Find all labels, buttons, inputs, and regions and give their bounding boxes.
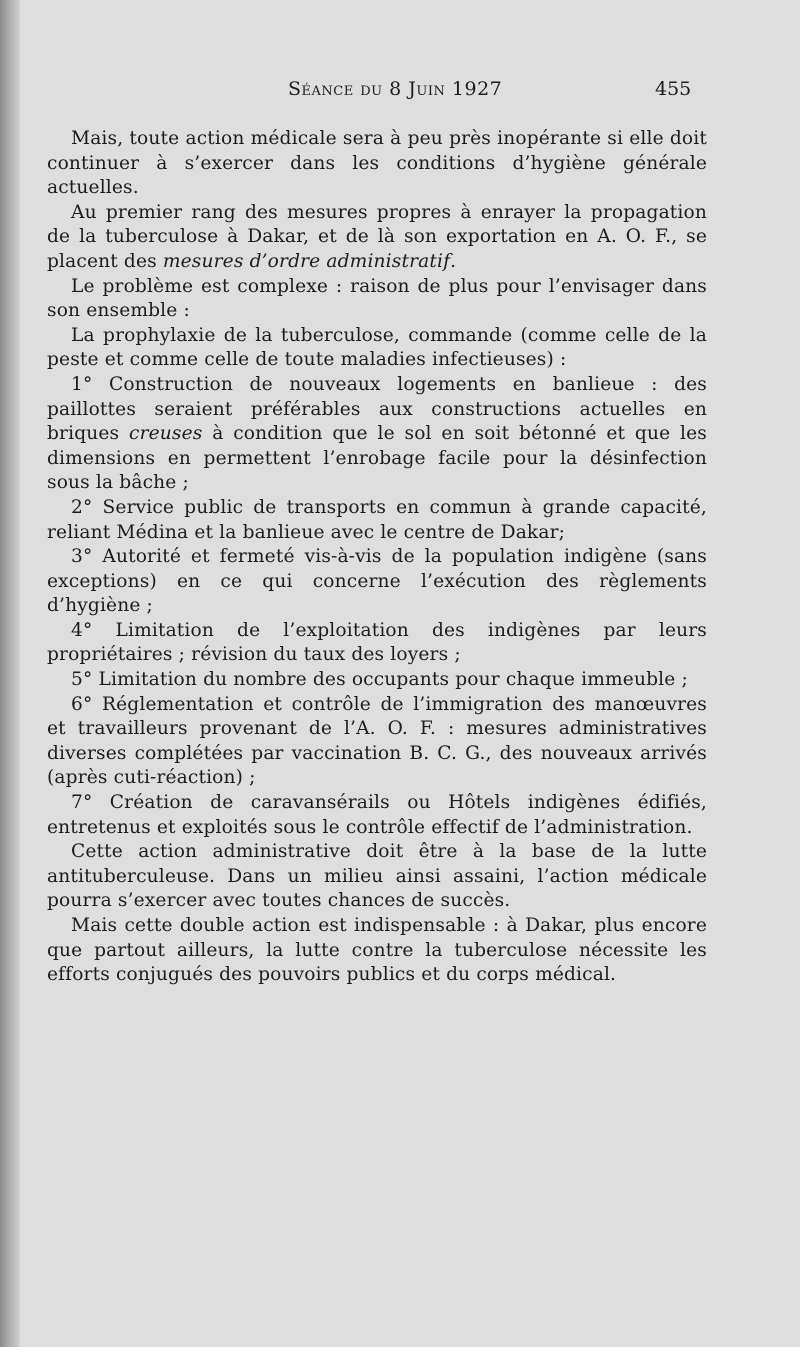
list-item-3: 3° Autorité et fermeté vis-à-vis de la population indigène (sans exceptions) en ce qui concerne l’exécution des règlements d’hygiène ; — [47, 546, 707, 617]
paragraph-intro: Mais, toute action médicale sera à peu près inopérante si elle doit continuer à s’exercer dans les conditions d’hygiène générale actuelles. — [47, 128, 707, 199]
paragraph-prophylaxis: La prophylaxie de la tuberculose, commande (comme celle de la peste et comme celle de toute maladies infectieuses) : — [47, 324, 707, 371]
book-page — [20, 0, 800, 1347]
running-head — [20, 78, 800, 108]
book-spine-shadow — [0, 0, 20, 1347]
list-item-5: 5° Limitation du nombre des occupants pour chaque immeuble ; — [71, 669, 688, 691]
paragraph-problem: Le problème est complexe : raison de plus pour l’envisager dans son ensemble : — [47, 275, 707, 322]
list-item-2: 2° Service public de transports en commun à grande capacité, reliant Médina et la banlieue avec le centre de Dakar; — [47, 496, 707, 543]
body-text — [47, 127, 707, 988]
paragraph-administrative-action: Cette action administrative doit être à la base de la lutte antituberculeuse. Dans un milieu ainsi assaini, l’action médicale pourra s’exercer avec toutes chances de succès. — [47, 841, 707, 912]
list-item-4: 4° Limitation de l’exploitation des indigènes par leurs propriétaires ; révision du taux des loyers ; — [47, 619, 707, 666]
page-number: 455 — [655, 78, 692, 100]
paragraph-first-rank: Au premier rang des mesures propres à enrayer la propagation de la tuberculose à Dakar, et de là son exportation en A. O. F., se placent des mesures d’ordre administratif. — [47, 201, 707, 272]
emphasis-mesures-administratif: mesures d’ordre administratif — [162, 250, 451, 272]
list-item-1: 1° Construction de nouveaux logements en banlieue : des paillottes seraient préférables aux constructions actuelles en briques creuses à condition que le sol en soit bétonné et que les dimensions en permettent l’enrobage facile pour la désinfection sous la bâche ; — [47, 373, 707, 494]
emphasis-creuses: creuses — [129, 423, 203, 445]
list-item-6: 6° Réglementation et contrôle de l’immigration des manœuvres et travailleurs provenant de l’A. O. F. : mesures administratives diverses complétées par vaccination B. C. G., des nouveaux arrivés (après cuti-réaction) ; — [47, 693, 707, 789]
paragraph-conclusion: Mais cette double action est indispensable : à Dakar, plus encore que partout ailleurs, la lutte contre la tuberculose nécessite les efforts conjugués des pouvoirs publics et du corps médical. — [47, 915, 707, 986]
running-title: Séance du 8 Juin 1927 — [288, 78, 503, 100]
list-item-7: 7° Création de caravansérails ou Hôtels indigènes édifiés, entretenus et exploités sous le contrôle effectif de l’administration. — [47, 792, 707, 838]
